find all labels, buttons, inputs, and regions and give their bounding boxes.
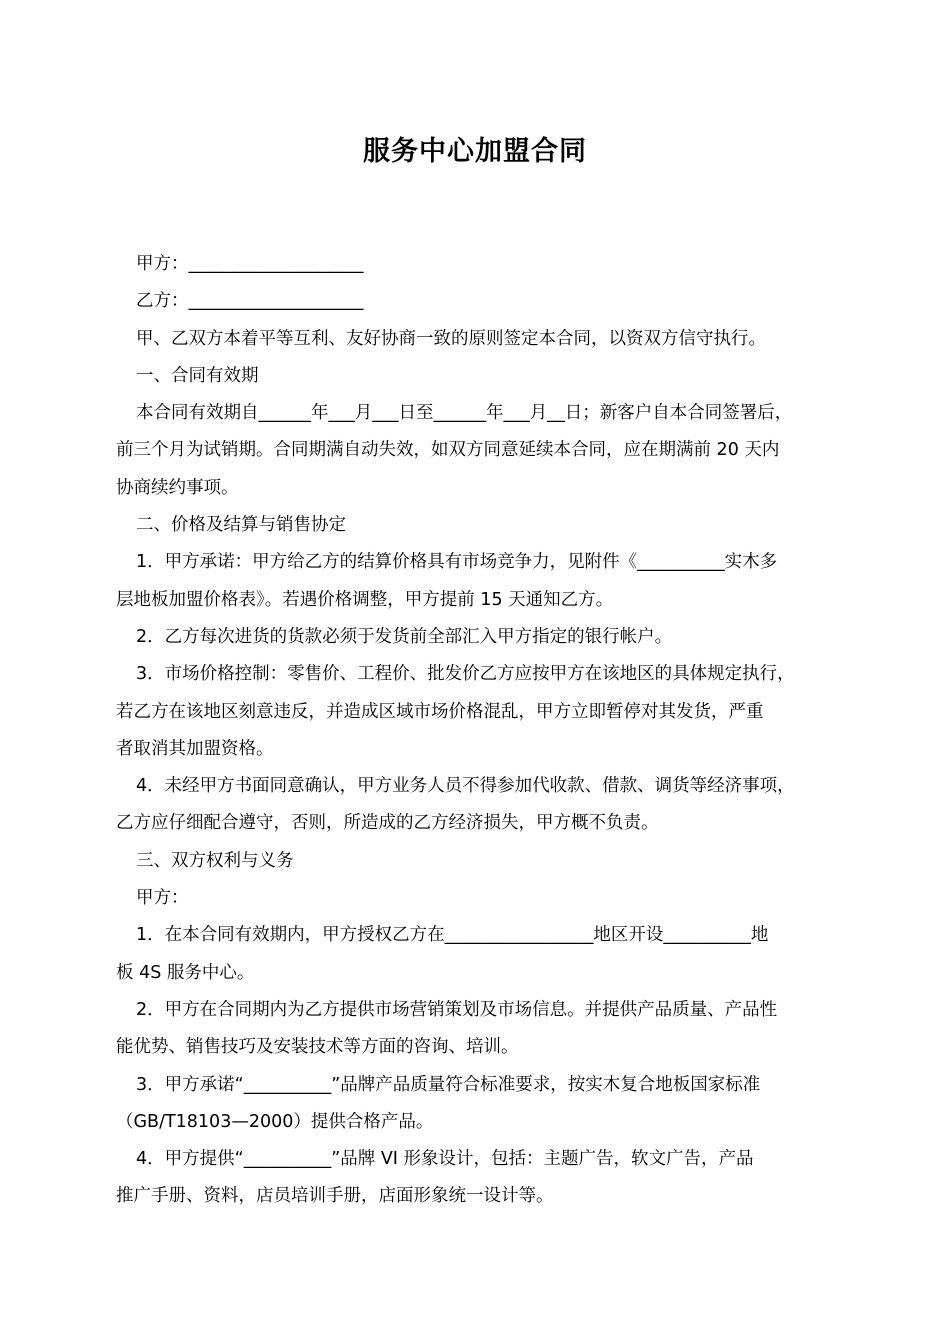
contract-line: 3．市场价格控制：零售价、工程价、批发价乙方应按甲方在该地区的具体规定执行，: [136, 664, 795, 685]
contract-line: 3．甲方承诺“__________”品牌产品质量符合标准要求，按实木复合地板国家标准: [136, 1074, 761, 1095]
contract-line: 1．在本合同有效期内，甲方授权乙方在_________________地区开设__________地: [136, 925, 769, 946]
contract-body: [116, 246, 840, 1216]
contract-line: 甲方：: [136, 888, 189, 909]
contract-line: 4．未经甲方书面同意确认，甲方业务人员不得参加代收款、借款、调货等经济事项，: [136, 776, 795, 797]
contract-line: 二、价格及结算与销售协定: [136, 515, 346, 536]
contract-line: （GB/T18103—2000）提供合格产品。: [116, 1111, 434, 1132]
contract-line: 一、合同有效期: [136, 365, 259, 386]
contract-line: 4．甲方提供“__________”品牌 VI 形象设计，包括：主题广告，软文广告，产品: [136, 1149, 754, 1170]
contract-line: 本合同有效期自______年___月___日至______年___月__日；新客户自本合同签署后，: [136, 403, 793, 424]
contract-line: 能优势、销售技巧及安装技术等方面的咨询、培训。: [116, 1037, 519, 1058]
contract-line: 甲、乙双方本着平等互利、友好协商一致的原则签定本合同，以资双方信守执行。: [136, 328, 766, 349]
contract-line: 乙方应仔细配合遵守，否则，所造成的乙方经济损失，甲方概不负责。: [116, 813, 659, 834]
contract-line: 甲方：____________________: [136, 254, 364, 274]
contract-line: 2．乙方每次进货的货款必须于发货前全部汇入甲方指定的银行帐户。: [136, 626, 673, 647]
document-title: 服务中心加盟合同: [363, 136, 587, 167]
contract-line: 三、双方权利与义务: [136, 850, 294, 871]
contract-line: 乙方：____________________: [136, 291, 364, 312]
contract-line: 前三个月为试销期。合同期满自动失效，如双方同意延续本合同，应在期满前 20 天内: [116, 440, 780, 461]
contract-line: 推广手册、资料，店员培训手册，店面形象统一设计等。: [116, 1186, 554, 1207]
contract-line: 层地板加盟价格表》。若遇价格调整，甲方提前 15 天通知乙方。: [116, 589, 614, 610]
contract-line: 2．甲方在合同期内为乙方提供市场营销策划及市场信息。并提供产品质量、产品性: [136, 999, 778, 1020]
contract-line: 协商续约事项。: [116, 477, 239, 498]
contract-line: 1．甲方承诺：甲方给乙方的结算价格具有市场竞争力，见附件《__________实木多: [136, 552, 778, 573]
contract-line: 者取消其加盟资格。: [116, 738, 274, 759]
contract-line: 板 4S 服务中心。: [116, 962, 255, 983]
contract-line: 若乙方在该地区刻意违反，并造成区域市场价格混乱，甲方立即暂停对其发货，严重: [116, 701, 764, 722]
